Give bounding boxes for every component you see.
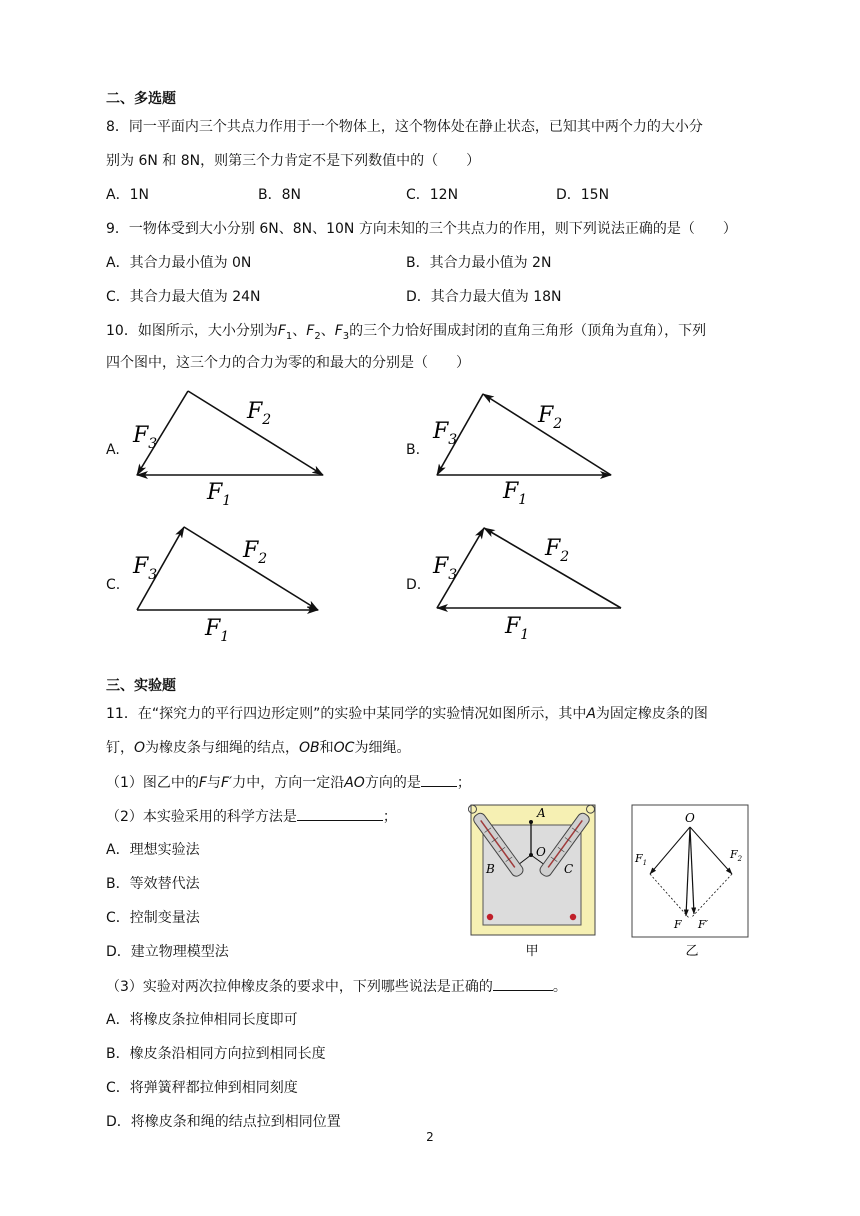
q10-a-label-f2: $F_2$ bbox=[247, 399, 272, 428]
q9-option-a: A．其合力最小值为 0N bbox=[106, 255, 252, 271]
q9-option-d: D．其合力最大值为 18N bbox=[406, 289, 562, 305]
q10-stem-text-b: 的三个力恰好围成封闭的直角三角形（顶角为直角），下列 bbox=[349, 323, 707, 339]
page-number: 2 bbox=[426, 1130, 434, 1144]
q10-sep1: 、 bbox=[292, 323, 307, 339]
jia-label-b: B bbox=[486, 862, 495, 876]
yi-label-f: F bbox=[674, 918, 682, 931]
q10-sep2: 、 bbox=[320, 323, 335, 339]
q10-force-f3-sub: 3 bbox=[342, 330, 350, 342]
section-heading-multi-choice: 二、多选题 bbox=[106, 91, 176, 107]
q10-d-label-f1: $F_1$ bbox=[505, 614, 530, 643]
q11-p3-option-a: A．将橡皮条拉伸相同长度即可 bbox=[106, 1012, 298, 1028]
q9-stem: 9．一物体受到大小分别 6N、8N、10N 方向未知的三个共点力的作用，则下列说法正确的是（ ） bbox=[106, 221, 737, 237]
q11-text-c: 钉， bbox=[106, 740, 134, 756]
q10-option-d-label: D. bbox=[406, 577, 422, 593]
q11-part2 bbox=[106, 806, 397, 827]
jia-label-a: A bbox=[537, 806, 546, 820]
pin-icon bbox=[487, 914, 493, 920]
q8-stem-line2: 别为 6N 和 8N，则第三个力肯定不是下列数值中的（ ） bbox=[106, 153, 481, 169]
jia-label-c: C bbox=[564, 862, 574, 876]
q11-var-a: A bbox=[586, 706, 596, 722]
q10-option-a-label: A. bbox=[106, 442, 120, 458]
q10-force-f2: F bbox=[306, 323, 315, 339]
q10-triangle-b bbox=[425, 380, 635, 508]
pin-icon bbox=[570, 914, 576, 920]
q11-p3-a: （3）实验对两次拉伸橡皮条的要求中，下列哪些说法是正确的 bbox=[106, 979, 493, 995]
q8-option-a: A．1N bbox=[106, 187, 149, 203]
yi-label-fprime: F′ bbox=[698, 918, 709, 931]
q11-text-f: 为细绳。 bbox=[354, 740, 411, 756]
q10-stem-text-a: 10．如图所示，大小分别为 bbox=[106, 323, 278, 339]
q11-text-b: 为固定橡皮条的图 bbox=[595, 706, 708, 722]
q8-option-d: D．15N bbox=[556, 187, 610, 203]
jia-label-o: O bbox=[536, 845, 546, 859]
q10-option-c-label: C. bbox=[106, 577, 121, 593]
q11-stem-line1 bbox=[106, 704, 708, 724]
q11-p2-option-a: A．理想实验法 bbox=[106, 842, 200, 858]
q10-c-label-f3: $F_3$ bbox=[133, 554, 158, 583]
q10-force-f1: F bbox=[277, 323, 286, 339]
q11-p1-b: 与 bbox=[206, 775, 221, 791]
q10-a-label-f3: $F_3$ bbox=[133, 423, 158, 452]
q11-p1-c: 力中，方向一定沿 bbox=[232, 775, 345, 791]
q11-p3-answer-blank[interactable] bbox=[493, 976, 553, 991]
q10-d-label-f2: $F_2$ bbox=[545, 536, 570, 565]
q10-stem-line2: 四个图中，这三个力的合力为零的和最大的分别是（ ） bbox=[106, 355, 470, 371]
yi-label-o: O bbox=[685, 811, 695, 825]
q10-force-f2-sub: 2 bbox=[314, 330, 321, 342]
q10-c-label-f1: $F_1$ bbox=[205, 616, 230, 645]
q11-p3-option-c: C．将弹簧秤都拉伸到相同刻度 bbox=[106, 1080, 298, 1096]
q8-stem-line1: 8．同一平面内三个共点力作用于一个物体上，这个物体处在静止状态，已知其中两个力的大小分 bbox=[106, 119, 703, 135]
q11-p1-fprime: F′ bbox=[220, 775, 233, 791]
q11-var-ob: OB bbox=[299, 740, 320, 756]
q10-c-label-f2: $F_2$ bbox=[243, 538, 268, 567]
q11-var-oc: OC bbox=[333, 740, 355, 756]
q10-a-label-f1: $F_1$ bbox=[207, 480, 232, 509]
q11-p2-option-b: B．等效替代法 bbox=[106, 876, 200, 892]
q11-part1 bbox=[106, 772, 471, 793]
q10-force-f3: F bbox=[334, 323, 343, 339]
q10-triangle-a bbox=[125, 378, 335, 509]
q11-p1-a: （1）图乙中的 bbox=[106, 775, 199, 791]
yi-label-f2: $F_2$ bbox=[730, 848, 743, 863]
q11-p2-a: （2）本实验采用的科学方法是 bbox=[106, 809, 297, 825]
q11-p1-f: F bbox=[198, 775, 207, 791]
q11-p3-option-d: D．将橡皮条和绳的结点拉到相同位置 bbox=[106, 1114, 341, 1130]
q8-option-c: C．12N bbox=[406, 187, 459, 203]
q11-p1-d: 方向的是 bbox=[364, 775, 421, 791]
yi-caption: 乙 bbox=[685, 944, 699, 959]
q10-d-label-f3: $F_3$ bbox=[433, 554, 458, 583]
q9-option-c: C．其合力最大值为 24N bbox=[106, 289, 261, 305]
q11-figure-yi bbox=[630, 800, 755, 960]
q8-option-b: B．8N bbox=[258, 187, 301, 203]
yi-label-f1: $F_1$ bbox=[635, 852, 648, 867]
q10-b-label-f2: $F_2$ bbox=[538, 403, 563, 432]
q11-text-a: 11．在“探究力的平行四边形定则”的实验中某同学的实验情况如图所示，其中 bbox=[106, 706, 587, 722]
q10-option-b-label: B. bbox=[406, 442, 421, 458]
q11-p2-answer-blank[interactable] bbox=[297, 806, 383, 821]
q11-p3-b: 。 bbox=[552, 979, 567, 995]
q11-figure-jia bbox=[452, 800, 612, 960]
q11-part3 bbox=[106, 976, 567, 997]
q10-force-f1-sub: 1 bbox=[285, 330, 293, 342]
q10-b-label-f3: $F_3$ bbox=[433, 419, 458, 448]
section-heading-experiment: 三、实验题 bbox=[106, 678, 176, 694]
q10-b-label-f1: $F_1$ bbox=[503, 479, 528, 508]
q11-p1-e: ； bbox=[456, 775, 471, 791]
q10-stem-line1 bbox=[106, 321, 706, 347]
q11-p2-option-d: D．建立物理模型法 bbox=[106, 944, 229, 960]
q11-p2-b: ； bbox=[382, 809, 397, 825]
q11-stem-line2 bbox=[106, 738, 410, 758]
q11-var-o: O bbox=[134, 740, 146, 756]
q9-option-b: B．其合力最小值为 2N bbox=[406, 255, 552, 271]
jia-caption: 甲 bbox=[525, 944, 539, 959]
q11-text-d: 为橡皮条与细绳的结点， bbox=[145, 740, 300, 756]
q10-triangle-d bbox=[425, 517, 635, 642]
q11-p1-ao: AO bbox=[344, 775, 365, 791]
q11-p3-option-b: B．橡皮条沿相同方向拉到相同长度 bbox=[106, 1046, 326, 1062]
q11-text-e: 和 bbox=[319, 740, 334, 756]
q11-p1-answer-blank[interactable] bbox=[421, 772, 457, 787]
q11-p2-option-c: C．控制变量法 bbox=[106, 910, 200, 926]
q10-triangle-c bbox=[125, 515, 335, 645]
